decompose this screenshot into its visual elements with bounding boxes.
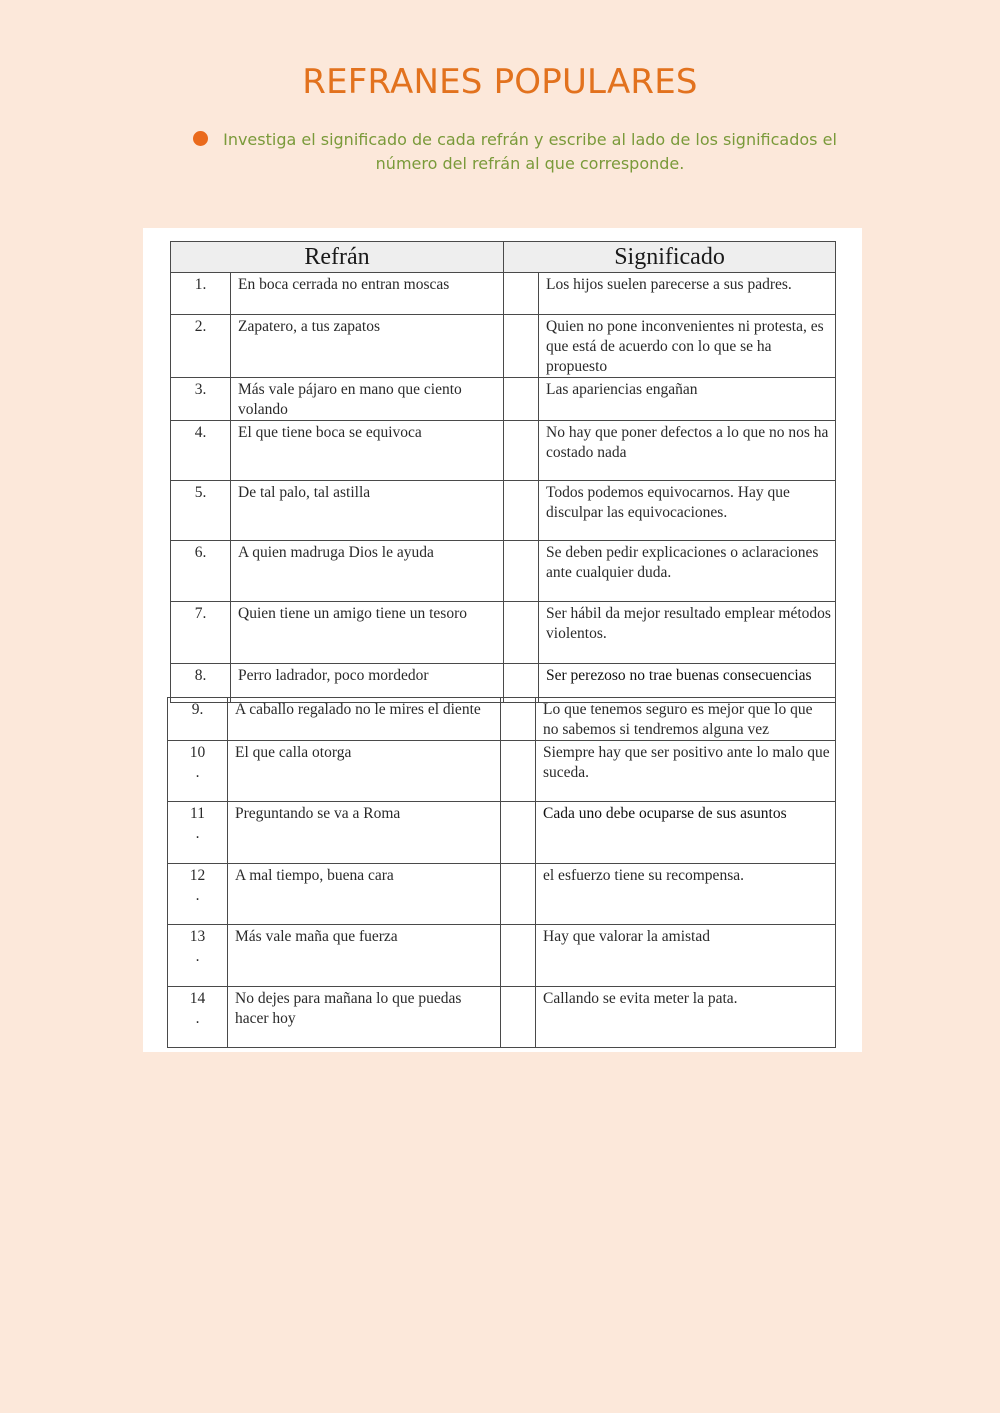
table-row — [168, 698, 836, 741]
row-number — [168, 925, 228, 987]
refran-text: El que calla otorga — [228, 741, 501, 802]
table-row — [171, 602, 836, 664]
table-row — [168, 925, 836, 987]
refranes-table-part-1 — [170, 241, 836, 703]
row-number — [168, 987, 228, 1048]
row-number: 1. — [171, 273, 231, 315]
refran-text: De tal palo, tal astilla — [231, 481, 504, 541]
row-number-dot: . — [195, 948, 200, 965]
significado-text: Se deben pedir explicaciones o aclaraciones ante cualquier duda. — [539, 541, 836, 602]
row-number-dot: . — [195, 764, 200, 781]
significado-text: Ser hábil da mejor resultado emplear métodos violentos. — [539, 602, 836, 664]
refran-text: Más vale pájaro en mano que ciento volando — [231, 378, 504, 421]
table-row — [168, 802, 836, 864]
bullet-icon — [193, 131, 208, 146]
answer-cell[interactable] — [504, 541, 539, 602]
significado-text: Ser perezoso no trae buenas consecuencias — [539, 664, 836, 703]
row-number: 3. — [171, 378, 231, 421]
row-number-dot: . — [195, 887, 200, 904]
answer-cell[interactable] — [501, 925, 536, 987]
answer-cell[interactable] — [501, 987, 536, 1048]
refran-text: A mal tiempo, buena cara — [228, 864, 501, 925]
table-header-row — [171, 242, 836, 273]
row-number-value: 12 — [189, 867, 206, 884]
instruction-block — [190, 128, 850, 176]
answer-cell[interactable] — [504, 421, 539, 481]
significado-text: No hay que poner defectos a lo que no nos ha costado nada — [539, 421, 836, 481]
refranes-table-part-2 — [167, 697, 836, 1048]
row-number-dot: . — [195, 825, 200, 842]
answer-cell[interactable] — [501, 698, 536, 741]
refran-text: El que tiene boca se equivoca — [231, 421, 504, 481]
row-number: 2. — [171, 315, 231, 378]
significado-text: Siempre hay que ser positivo ante lo malo que suceda. — [536, 741, 836, 802]
table-row — [168, 987, 836, 1048]
table-row — [171, 273, 836, 315]
row-number: 8. — [171, 664, 231, 703]
page-title: REFRANES POPULARES — [302, 62, 698, 102]
answer-cell[interactable] — [501, 802, 536, 864]
significado-text: Lo que tenemos seguro es mejor que lo que no sabemos si tendremos alguna vez — [536, 698, 836, 741]
row-number — [168, 802, 228, 864]
table-row — [171, 481, 836, 541]
row-number: 9. — [168, 698, 228, 741]
table-row — [171, 315, 836, 378]
significado-text: Cada uno debe ocuparse de sus asuntos — [536, 802, 836, 864]
significado-text: Las apariencias engañan — [539, 378, 836, 421]
table-row — [171, 378, 836, 421]
refran-text: Preguntando se va a Roma — [228, 802, 501, 864]
header-significado: Significado — [504, 242, 836, 273]
table-row — [168, 741, 836, 802]
significado-text: Los hijos suelen parecerse a sus padres. — [539, 273, 836, 315]
significado-text: el esfuerzo tiene su recompensa. — [536, 864, 836, 925]
refran-text: A quien madruga Dios le ayuda — [231, 541, 504, 602]
instruction-text: Investiga el significado de cada refrán y escribe al lado de los significados el número del refrán al que corresponde. — [223, 130, 837, 173]
refran-text: Más vale maña que fuerza — [228, 925, 501, 987]
answer-cell[interactable] — [504, 481, 539, 541]
row-number-value: 11 — [190, 805, 205, 822]
table-row — [168, 864, 836, 925]
table-row — [171, 541, 836, 602]
row-number-dot: . — [195, 1010, 200, 1027]
answer-cell[interactable] — [501, 741, 536, 802]
row-number-value: 10 — [189, 744, 206, 761]
row-number — [168, 741, 228, 802]
row-number: 6. — [171, 541, 231, 602]
row-number-value: 14 — [189, 990, 206, 1007]
table-row — [171, 421, 836, 481]
answer-cell[interactable] — [504, 273, 539, 315]
answer-cell[interactable] — [504, 315, 539, 378]
refran-text: Quien tiene un amigo tiene un tesoro — [231, 602, 504, 664]
row-number-value: 13 — [189, 928, 206, 945]
answer-cell[interactable] — [504, 602, 539, 664]
row-number: 5. — [171, 481, 231, 541]
refran-text: A caballo regalado no le mires el diente — [228, 698, 501, 741]
significado-text: Todos podemos equivocarnos. Hay que disculpar las equivocaciones. — [539, 481, 836, 541]
significado-text: Quien no pone inconvenientes ni protesta, es que está de acuerdo con lo que se ha propuesto — [539, 315, 836, 378]
refran-text: No dejes para mañana lo que puedas hacer hoy — [228, 987, 501, 1048]
answer-cell[interactable] — [501, 864, 536, 925]
refran-text: Zapatero, a tus zapatos — [231, 315, 504, 378]
refran-text: Perro ladrador, poco mordedor — [231, 664, 504, 703]
significado-text: Callando se evita meter la pata. — [536, 987, 836, 1048]
refran-text: En boca cerrada no entran moscas — [231, 273, 504, 315]
row-number: 4. — [171, 421, 231, 481]
significado-text: Hay que valorar la amistad — [536, 925, 836, 987]
header-refran: Refrán — [171, 242, 504, 273]
answer-cell[interactable] — [504, 378, 539, 421]
row-number — [168, 864, 228, 925]
row-number: 7. — [171, 602, 231, 664]
